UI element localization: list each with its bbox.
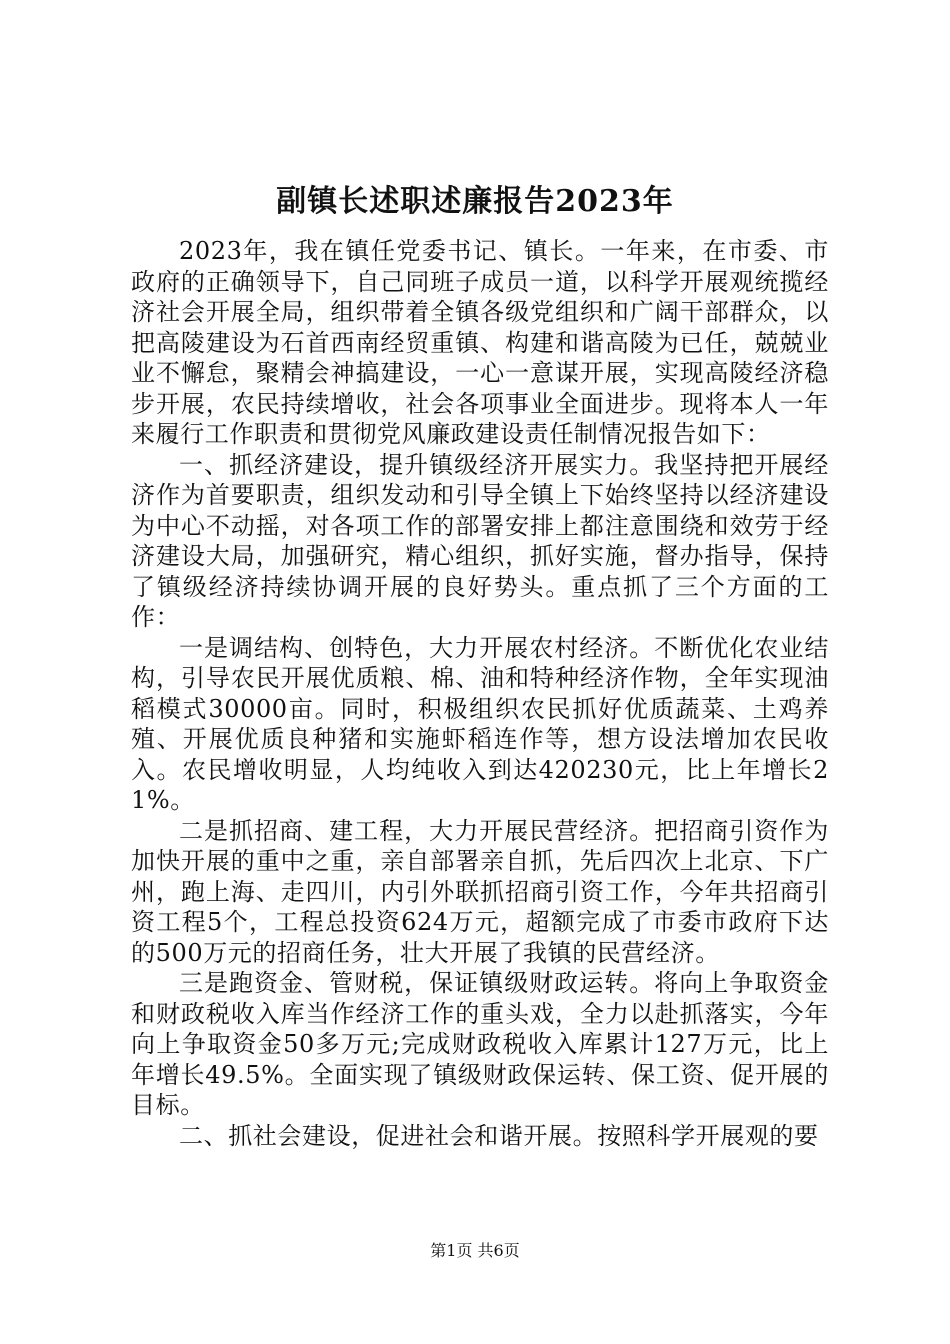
paragraph-intro: 2023年，我在镇任党委书记、镇长。一年来，在市委、市政府的正确领导下，自己同班子成员一道，以科学开展观统揽经济社会开展全局，组织带着全镇各级党组织和广阔干部群众，以把高陵建设为石首西南经贸重镇、构建和谐高陵为已任，兢兢业业不懈怠，聚精会神搞建设，一心一意谋开展，实现高陵经济稳步开展，农民持续增收，社会各项事业全面进步。现将本人一年来履行工作职责和贯彻党风廉政建设责任制情况报告如下： xyxy=(131,237,829,448)
paragraph-item-3: 三是跑资金、管财税，保证镇级财政运转。将向上争取资金和财政税收入库当作经济工作的重头戏，全力以赴抓落实，今年向上争取资金50多万元;完成财政税收入库累计127万元，比上年增长49.5%。全面实现了镇级财政保运转、保工资、促开展的目标。 xyxy=(131,969,829,1119)
page-footer: 第1页 共6页 xyxy=(430,1241,520,1260)
paragraph-item-1: 一是调结构、创特色，大力开展农村经济。不断优化农业结构，引导农民开展优质粮、棉、油和特种经济作物，全年实现油稻模式30000亩。同时，积极组织农民抓好优质蔬菜、土鸡养殖、开展优质良种猪和实施虾稻连作等，想方设法增加农民收入。农民增收明显，人均纯收入到达420230元，比上年增长21%。 xyxy=(131,633,829,814)
paragraph-section-1: 一、抓经济建设，提升镇级经济开展实力。我坚持把开展经济作为首要职责，组织发动和引导全镇上下始终坚持以经济建设为中心不动摇，对各项工作的部署安排上都注意围绕和效劳于经济建设大局，加强研究，精心组织，抓好实施，督办指导，保持了镇级经济持续协调开展的良好势头。重点抓了三个方面的工作： xyxy=(131,450,829,631)
paragraph-item-2: 二是抓招商、建工程，大力开展民营经济。把招商引资作为加快开展的重中之重，亲自部署亲自抓，先后四次上北京、下广州，跑上海、走四川，内引外联抓招商引资工作，今年共招商引资工程5个，工程总投资624万元，超额完成了市委市政府下达的500万元的招商任务，壮大开展了我镇的民营经济。 xyxy=(131,816,829,967)
document-title: 副镇长述职述廉报告2023年 xyxy=(276,184,674,219)
document-body xyxy=(131,236,829,1151)
paragraph-section-2: 二、抓社会建设，促进社会和谐开展。按照科学开展观的要 xyxy=(179,1121,819,1150)
